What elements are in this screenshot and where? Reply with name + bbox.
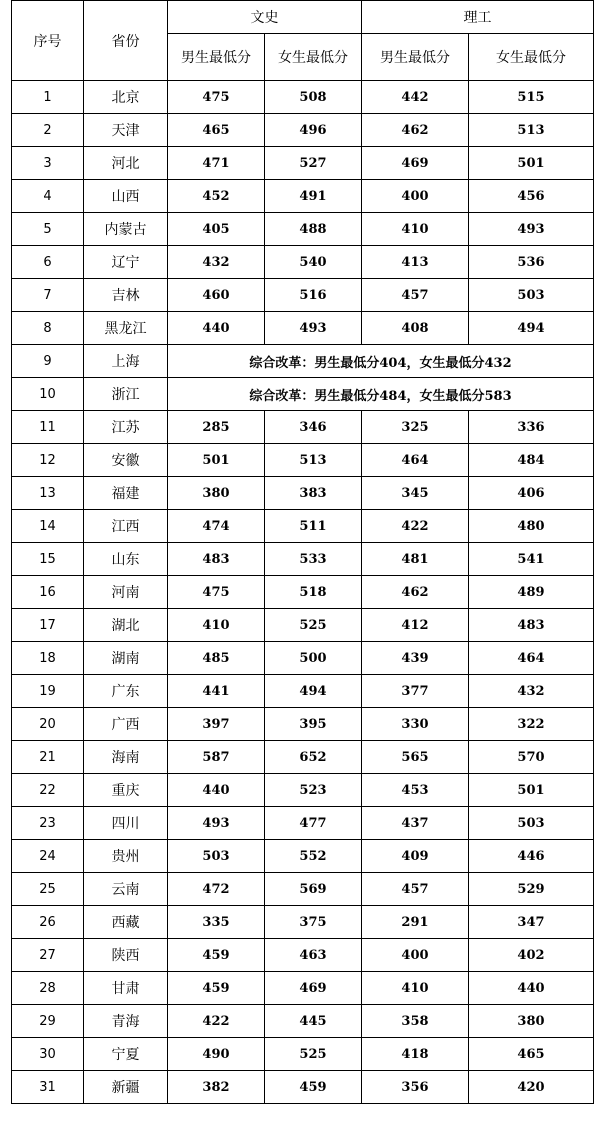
science-male-score-cell: 481 [362,543,469,576]
header-index: 序号 [12,1,84,81]
arts-female-score-cell: 469 [265,972,362,1005]
province-cell: 安徽 [84,444,168,477]
science-female-score-cell: 484 [469,444,594,477]
province-cell: 黑龙江 [84,312,168,345]
science-male-score-cell: 565 [362,741,469,774]
row-index-cell: 30 [12,1038,84,1071]
science-female-score-cell: 406 [469,477,594,510]
arts-female-score-cell: 383 [265,477,362,510]
province-cell: 贵州 [84,840,168,873]
row-index-cell: 14 [12,510,84,543]
arts-male-score-cell: 397 [168,708,265,741]
arts-female-score-cell: 500 [265,642,362,675]
science-female-score-cell: 503 [469,807,594,840]
science-female-score-cell: 380 [469,1005,594,1038]
province-cell: 四川 [84,807,168,840]
arts-male-score-cell: 472 [168,873,265,906]
science-male-score-cell: 412 [362,609,469,642]
science-female-score-cell: 336 [469,411,594,444]
table-row [12,543,594,576]
science-male-score-cell: 437 [362,807,469,840]
science-female-score-cell: 503 [469,279,594,312]
province-cell: 重庆 [84,774,168,807]
science-male-score-cell: 356 [362,1071,469,1104]
science-female-score-cell: 402 [469,939,594,972]
arts-male-score-cell: 285 [168,411,265,444]
province-cell: 辽宁 [84,246,168,279]
science-female-score-cell: 483 [469,609,594,642]
science-female-score-cell: 494 [469,312,594,345]
table-row [12,477,594,510]
arts-male-score-cell: 493 [168,807,265,840]
province-cell: 西藏 [84,906,168,939]
province-cell: 山西 [84,180,168,213]
arts-male-score-cell: 432 [168,246,265,279]
row-index-cell: 18 [12,642,84,675]
province-cell: 河北 [84,147,168,180]
arts-male-score-cell: 440 [168,312,265,345]
arts-female-score-cell: 395 [265,708,362,741]
arts-male-score-cell: 460 [168,279,265,312]
row-index-cell: 15 [12,543,84,576]
arts-female-score-cell: 508 [265,81,362,114]
science-female-score-cell: 322 [469,708,594,741]
table-row [12,1071,594,1104]
arts-female-score-cell: 540 [265,246,362,279]
province-cell: 上海 [84,345,168,378]
arts-male-score-cell: 405 [168,213,265,246]
arts-female-score-cell: 491 [265,180,362,213]
province-cell: 山东 [84,543,168,576]
table-row [12,642,594,675]
arts-female-score-cell: 569 [265,873,362,906]
province-cell: 浙江 [84,378,168,411]
arts-female-score-cell: 346 [265,411,362,444]
science-male-score-cell: 400 [362,939,469,972]
table-row [12,444,594,477]
table-row [12,114,594,147]
arts-female-score-cell: 525 [265,609,362,642]
arts-male-score-cell: 335 [168,906,265,939]
table-row [12,708,594,741]
header-arts-male: 男生最低分 [168,34,265,81]
arts-male-score-cell: 459 [168,939,265,972]
table-row [12,906,594,939]
row-index-cell: 21 [12,741,84,774]
science-male-score-cell: 291 [362,906,469,939]
table-row [12,345,594,378]
table-row [12,147,594,180]
science-female-score-cell: 529 [469,873,594,906]
table-row [12,675,594,708]
header-arts-female: 女生最低分 [265,34,362,81]
row-index-cell: 20 [12,708,84,741]
science-male-score-cell: 418 [362,1038,469,1071]
row-index-cell: 22 [12,774,84,807]
science-male-score-cell: 457 [362,873,469,906]
science-female-score-cell: 501 [469,774,594,807]
row-index-cell: 4 [12,180,84,213]
arts-female-score-cell: 511 [265,510,362,543]
arts-male-score-cell: 587 [168,741,265,774]
arts-male-score-cell: 382 [168,1071,265,1104]
reform-note-cell: 综合改革：男生最低分484，女生最低分583 [168,378,594,411]
table-row [12,576,594,609]
arts-male-score-cell: 474 [168,510,265,543]
row-index-cell: 26 [12,906,84,939]
province-cell: 湖北 [84,609,168,642]
province-cell: 云南 [84,873,168,906]
science-female-score-cell: 541 [469,543,594,576]
science-male-score-cell: 410 [362,213,469,246]
province-cell: 广西 [84,708,168,741]
province-cell: 福建 [84,477,168,510]
province-cell: 湖南 [84,642,168,675]
science-female-score-cell: 493 [469,213,594,246]
province-cell: 江苏 [84,411,168,444]
table-row [12,939,594,972]
arts-female-score-cell: 527 [265,147,362,180]
table-row [12,741,594,774]
science-female-score-cell: 446 [469,840,594,873]
province-cell: 青海 [84,1005,168,1038]
row-index-cell: 9 [12,345,84,378]
province-cell: 天津 [84,114,168,147]
table-row [12,609,594,642]
row-index-cell: 2 [12,114,84,147]
province-cell: 江西 [84,510,168,543]
province-cell: 海南 [84,741,168,774]
province-cell: 甘肃 [84,972,168,1005]
arts-female-score-cell: 518 [265,576,362,609]
arts-female-score-cell: 525 [265,1038,362,1071]
science-male-score-cell: 422 [362,510,469,543]
table-row [12,840,594,873]
arts-female-score-cell: 488 [265,213,362,246]
header-science-male: 男生最低分 [362,34,469,81]
arts-male-score-cell: 465 [168,114,265,147]
row-index-cell: 16 [12,576,84,609]
province-cell: 吉林 [84,279,168,312]
science-male-score-cell: 442 [362,81,469,114]
science-male-score-cell: 408 [362,312,469,345]
science-male-score-cell: 439 [362,642,469,675]
arts-female-score-cell: 459 [265,1071,362,1104]
science-female-score-cell: 501 [469,147,594,180]
row-index-cell: 19 [12,675,84,708]
arts-male-score-cell: 490 [168,1038,265,1071]
arts-male-score-cell: 422 [168,1005,265,1038]
table-row [12,213,594,246]
science-male-score-cell: 409 [362,840,469,873]
table-row [12,510,594,543]
arts-female-score-cell: 523 [265,774,362,807]
row-index-cell: 29 [12,1005,84,1038]
table-row [12,774,594,807]
science-female-score-cell: 570 [469,741,594,774]
arts-female-score-cell: 445 [265,1005,362,1038]
arts-male-score-cell: 475 [168,576,265,609]
province-cell: 河南 [84,576,168,609]
table-row [12,972,594,1005]
arts-male-score-cell: 440 [168,774,265,807]
science-male-score-cell: 345 [362,477,469,510]
arts-female-score-cell: 494 [265,675,362,708]
arts-male-score-cell: 483 [168,543,265,576]
science-male-score-cell: 469 [362,147,469,180]
table-row [12,246,594,279]
header-row-1 [12,1,594,34]
arts-male-score-cell: 475 [168,81,265,114]
header-science: 理工 [362,1,594,34]
arts-male-score-cell: 501 [168,444,265,477]
science-male-score-cell: 400 [362,180,469,213]
science-male-score-cell: 457 [362,279,469,312]
arts-female-score-cell: 552 [265,840,362,873]
table-row [12,1005,594,1038]
header-science-female: 女生最低分 [469,34,594,81]
province-cell: 广东 [84,675,168,708]
table-row [12,873,594,906]
science-male-score-cell: 464 [362,444,469,477]
reform-note-cell: 综合改革：男生最低分404，女生最低分432 [168,345,594,378]
table-row [12,180,594,213]
science-female-score-cell: 456 [469,180,594,213]
science-male-score-cell: 413 [362,246,469,279]
arts-male-score-cell: 471 [168,147,265,180]
table-row [12,378,594,411]
row-index-cell: 10 [12,378,84,411]
science-female-score-cell: 536 [469,246,594,279]
row-index-cell: 5 [12,213,84,246]
row-index-cell: 1 [12,81,84,114]
row-index-cell: 13 [12,477,84,510]
province-cell: 北京 [84,81,168,114]
row-index-cell: 17 [12,609,84,642]
province-cell: 新疆 [84,1071,168,1104]
row-index-cell: 23 [12,807,84,840]
science-male-score-cell: 377 [362,675,469,708]
table-row [12,807,594,840]
arts-male-score-cell: 452 [168,180,265,213]
row-index-cell: 7 [12,279,84,312]
arts-male-score-cell: 410 [168,609,265,642]
science-male-score-cell: 462 [362,576,469,609]
arts-male-score-cell: 459 [168,972,265,1005]
row-index-cell: 6 [12,246,84,279]
science-female-score-cell: 464 [469,642,594,675]
province-cell: 宁夏 [84,1038,168,1071]
header-province: 省份 [84,1,168,81]
row-index-cell: 27 [12,939,84,972]
province-cell: 陕西 [84,939,168,972]
arts-female-score-cell: 493 [265,312,362,345]
arts-male-score-cell: 485 [168,642,265,675]
table-row [12,279,594,312]
science-female-score-cell: 440 [469,972,594,1005]
science-female-score-cell: 347 [469,906,594,939]
row-index-cell: 3 [12,147,84,180]
arts-female-score-cell: 496 [265,114,362,147]
arts-male-score-cell: 503 [168,840,265,873]
table-row [12,1038,594,1071]
arts-female-score-cell: 516 [265,279,362,312]
table-row [12,81,594,114]
science-male-score-cell: 410 [362,972,469,1005]
arts-female-score-cell: 533 [265,543,362,576]
science-female-score-cell: 513 [469,114,594,147]
science-female-score-cell: 420 [469,1071,594,1104]
arts-female-score-cell: 477 [265,807,362,840]
table-row [12,312,594,345]
row-index-cell: 11 [12,411,84,444]
science-male-score-cell: 325 [362,411,469,444]
science-female-score-cell: 489 [469,576,594,609]
row-index-cell: 12 [12,444,84,477]
province-cell: 内蒙古 [84,213,168,246]
science-female-score-cell: 480 [469,510,594,543]
row-index-cell: 28 [12,972,84,1005]
arts-male-score-cell: 380 [168,477,265,510]
science-female-score-cell: 515 [469,81,594,114]
science-female-score-cell: 432 [469,675,594,708]
table-row [12,411,594,444]
row-index-cell: 8 [12,312,84,345]
arts-female-score-cell: 375 [265,906,362,939]
science-male-score-cell: 330 [362,708,469,741]
science-female-score-cell: 465 [469,1038,594,1071]
score-table-container [11,0,594,1104]
header-arts: 文史 [168,1,362,34]
arts-male-score-cell: 441 [168,675,265,708]
science-male-score-cell: 453 [362,774,469,807]
row-index-cell: 31 [12,1071,84,1104]
min-score-table [11,0,594,1104]
arts-female-score-cell: 513 [265,444,362,477]
science-male-score-cell: 358 [362,1005,469,1038]
row-index-cell: 25 [12,873,84,906]
row-index-cell: 24 [12,840,84,873]
arts-female-score-cell: 652 [265,741,362,774]
arts-female-score-cell: 463 [265,939,362,972]
science-male-score-cell: 462 [362,114,469,147]
